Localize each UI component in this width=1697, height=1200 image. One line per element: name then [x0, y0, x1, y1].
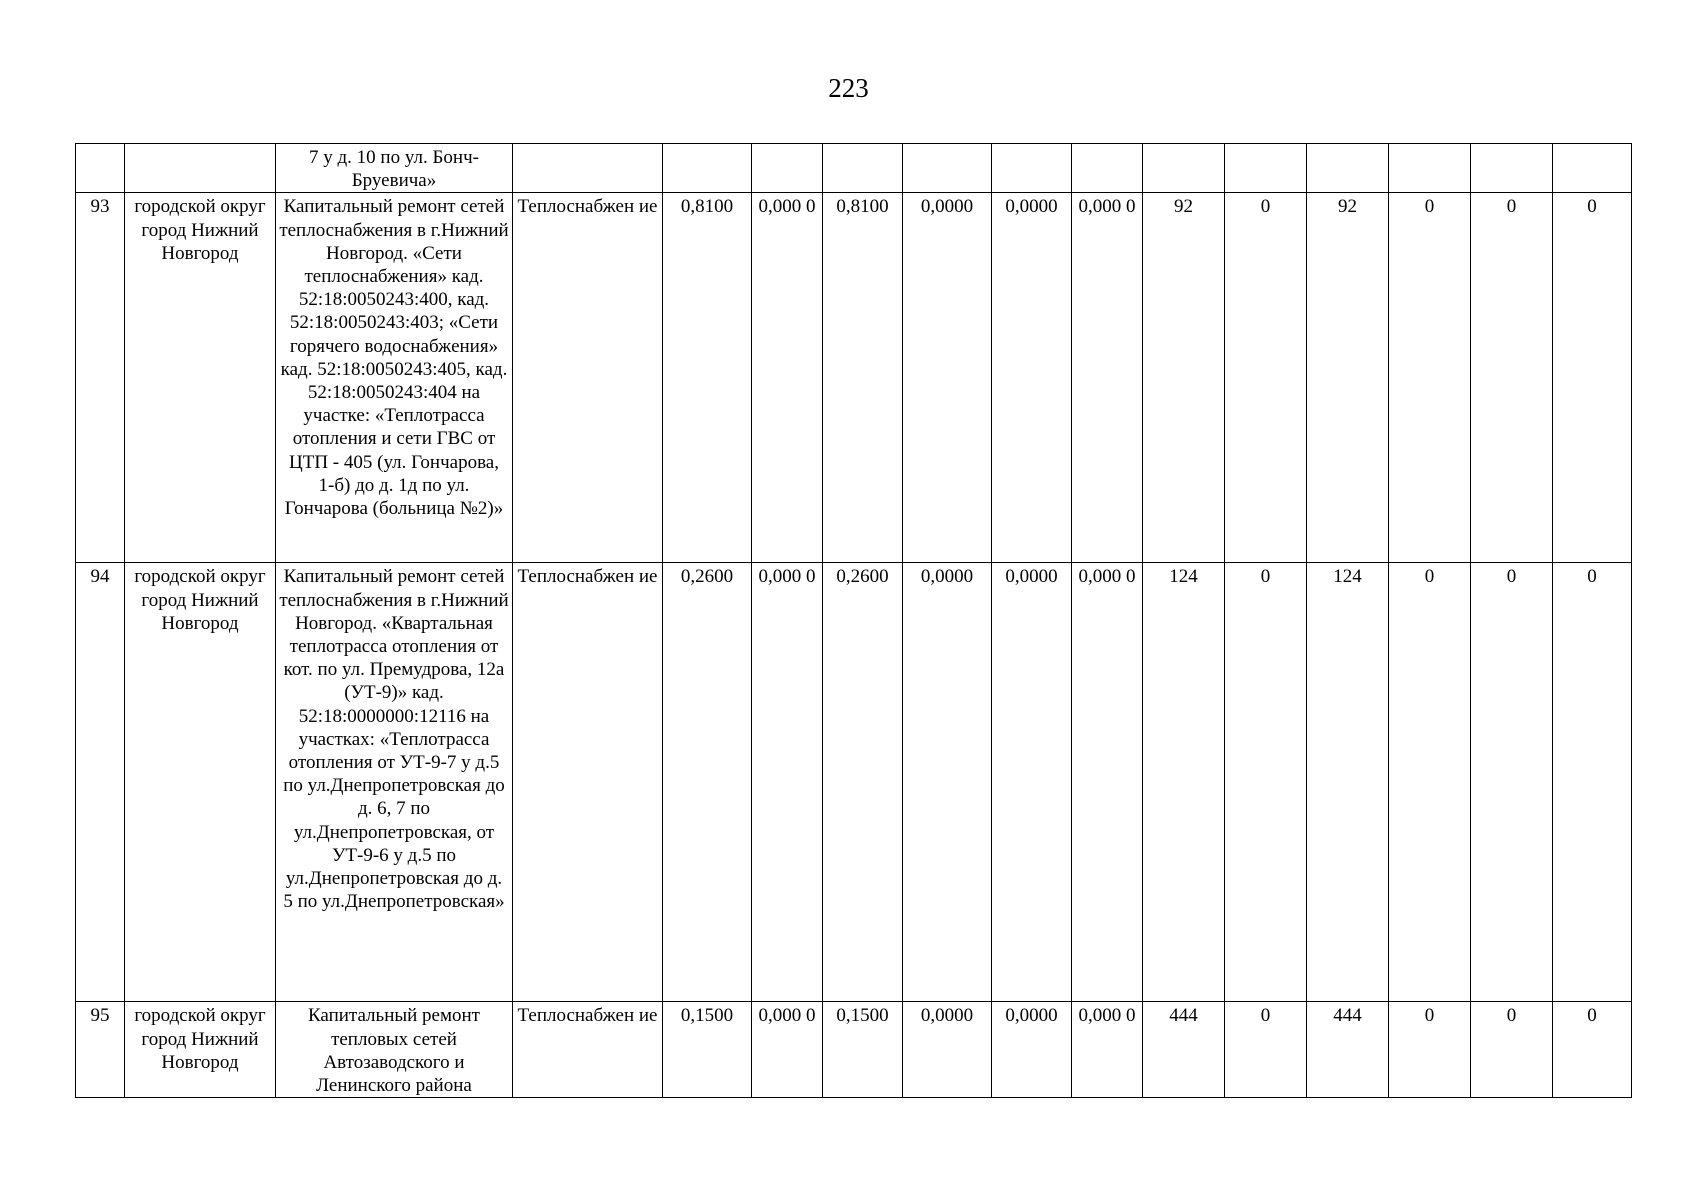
page-number: 223	[828, 73, 869, 103]
value-cell: 0,0000	[992, 193, 1072, 563]
value-cell	[1471, 144, 1553, 193]
type-cell: Теплоснабжен ие	[513, 193, 663, 563]
value-cell	[1389, 144, 1471, 193]
value-cell: 0	[1553, 1002, 1632, 1098]
municipality-cell: городской округ город Нижний Новгород	[125, 1002, 276, 1098]
municipality-cell: городской округ город Нижний Новгород	[125, 193, 276, 563]
municipality-cell: городской округ город Нижний Новгород	[125, 563, 276, 1002]
value-cell	[1143, 144, 1225, 193]
program-table	[75, 143, 1632, 1098]
value-cell: 124	[1307, 563, 1389, 1002]
description-cell: Капитальный ремонт тепловых сетей Автозаводского и Ленинского района	[276, 1002, 513, 1098]
value-cell: 0	[1225, 193, 1307, 563]
value-cell	[1225, 144, 1307, 193]
value-cell: 0	[1225, 1002, 1307, 1098]
value-cell	[823, 144, 903, 193]
value-cell: 0	[1471, 193, 1553, 563]
value-cell: 92	[1143, 193, 1225, 563]
value-cell: 0,0000	[903, 563, 992, 1002]
value-cell: 0,1500	[663, 1002, 752, 1098]
value-cell: 0	[1471, 1002, 1553, 1098]
type-cell: Теплоснабжен ие	[513, 1002, 663, 1098]
municipality-cell	[125, 144, 276, 193]
value-cell	[903, 144, 992, 193]
value-cell: 0	[1553, 193, 1632, 563]
value-cell: 0	[1389, 563, 1471, 1002]
value-cell: 0	[1389, 1002, 1471, 1098]
description-cell: Капитальный ремонт сетей теплоснабжения в г.Нижний Новгород. «Сети теплоснабжения» кад. 52:18:0050243:400, кад. 52:18:0050243:403; «Сети горячего водоснабжения» кад. 52:18:0050243:405, кад. 52:18:0050243:404 на участке: «Теплотрасса отопления и сети ГВС от ЦТП - 405 (ул. Гончарова, 1-б) до д. 1д по ул. Гончарова (больница №2)»	[276, 193, 513, 563]
table-row	[76, 1002, 1632, 1098]
type-cell: Теплоснабжен ие	[513, 563, 663, 1002]
value-cell	[663, 144, 752, 193]
value-cell: 0,2600	[823, 563, 903, 1002]
value-cell: 0,000 0	[1072, 563, 1143, 1002]
value-cell: 0,000 0	[752, 193, 823, 563]
row-number-cell: 95	[76, 1002, 125, 1098]
value-cell: 0	[1389, 193, 1471, 563]
value-cell: 0,0000	[992, 1002, 1072, 1098]
type-cell	[513, 144, 663, 193]
table-row	[76, 144, 1632, 193]
row-number-cell: 94	[76, 563, 125, 1002]
row-number-cell	[76, 144, 125, 193]
row-number-cell: 93	[76, 193, 125, 563]
value-cell: 0	[1225, 563, 1307, 1002]
value-cell: 0,000 0	[1072, 193, 1143, 563]
value-cell: 0,1500	[823, 1002, 903, 1098]
value-cell: 0,2600	[663, 563, 752, 1002]
value-cell: 92	[1307, 193, 1389, 563]
value-cell	[1307, 144, 1389, 193]
value-cell: 0,000 0	[1072, 1002, 1143, 1098]
value-cell: 124	[1143, 563, 1225, 1002]
table-row	[76, 193, 1632, 563]
value-cell	[752, 144, 823, 193]
description-cell: Капитальный ремонт сетей теплоснабжения в г.Нижний Новгород. «Квартальная теплотрасса отопления от кот. по ул. Премудрова, 12а (УТ-9)» кад. 52:18:0000000:12116 на участках: «Теплотрасса отопления от УТ-9-7 у д.5 по ул.Днепропетровская до д. 6, 7 по ул.Днепропетровская, от УТ-9-6 у д.5 по ул.Днепропетровская до д. 5 по ул.Днепропетровская»	[276, 563, 513, 1002]
value-cell	[992, 144, 1072, 193]
value-cell: 444	[1143, 1002, 1225, 1098]
value-cell: 0,0000	[903, 193, 992, 563]
table-row	[76, 563, 1632, 1002]
value-cell: 0,8100	[823, 193, 903, 563]
value-cell: 0	[1471, 563, 1553, 1002]
description-cell: 7 у д. 10 по ул. Бонч- Бруевича»	[276, 144, 513, 193]
value-cell: 0,000 0	[752, 1002, 823, 1098]
value-cell: 0	[1553, 563, 1632, 1002]
value-cell: 0,0000	[903, 1002, 992, 1098]
value-cell: 0,8100	[663, 193, 752, 563]
value-cell: 0,000 0	[752, 563, 823, 1002]
value-cell: 444	[1307, 1002, 1389, 1098]
value-cell	[1553, 144, 1632, 193]
value-cell	[1072, 144, 1143, 193]
value-cell: 0,0000	[992, 563, 1072, 1002]
